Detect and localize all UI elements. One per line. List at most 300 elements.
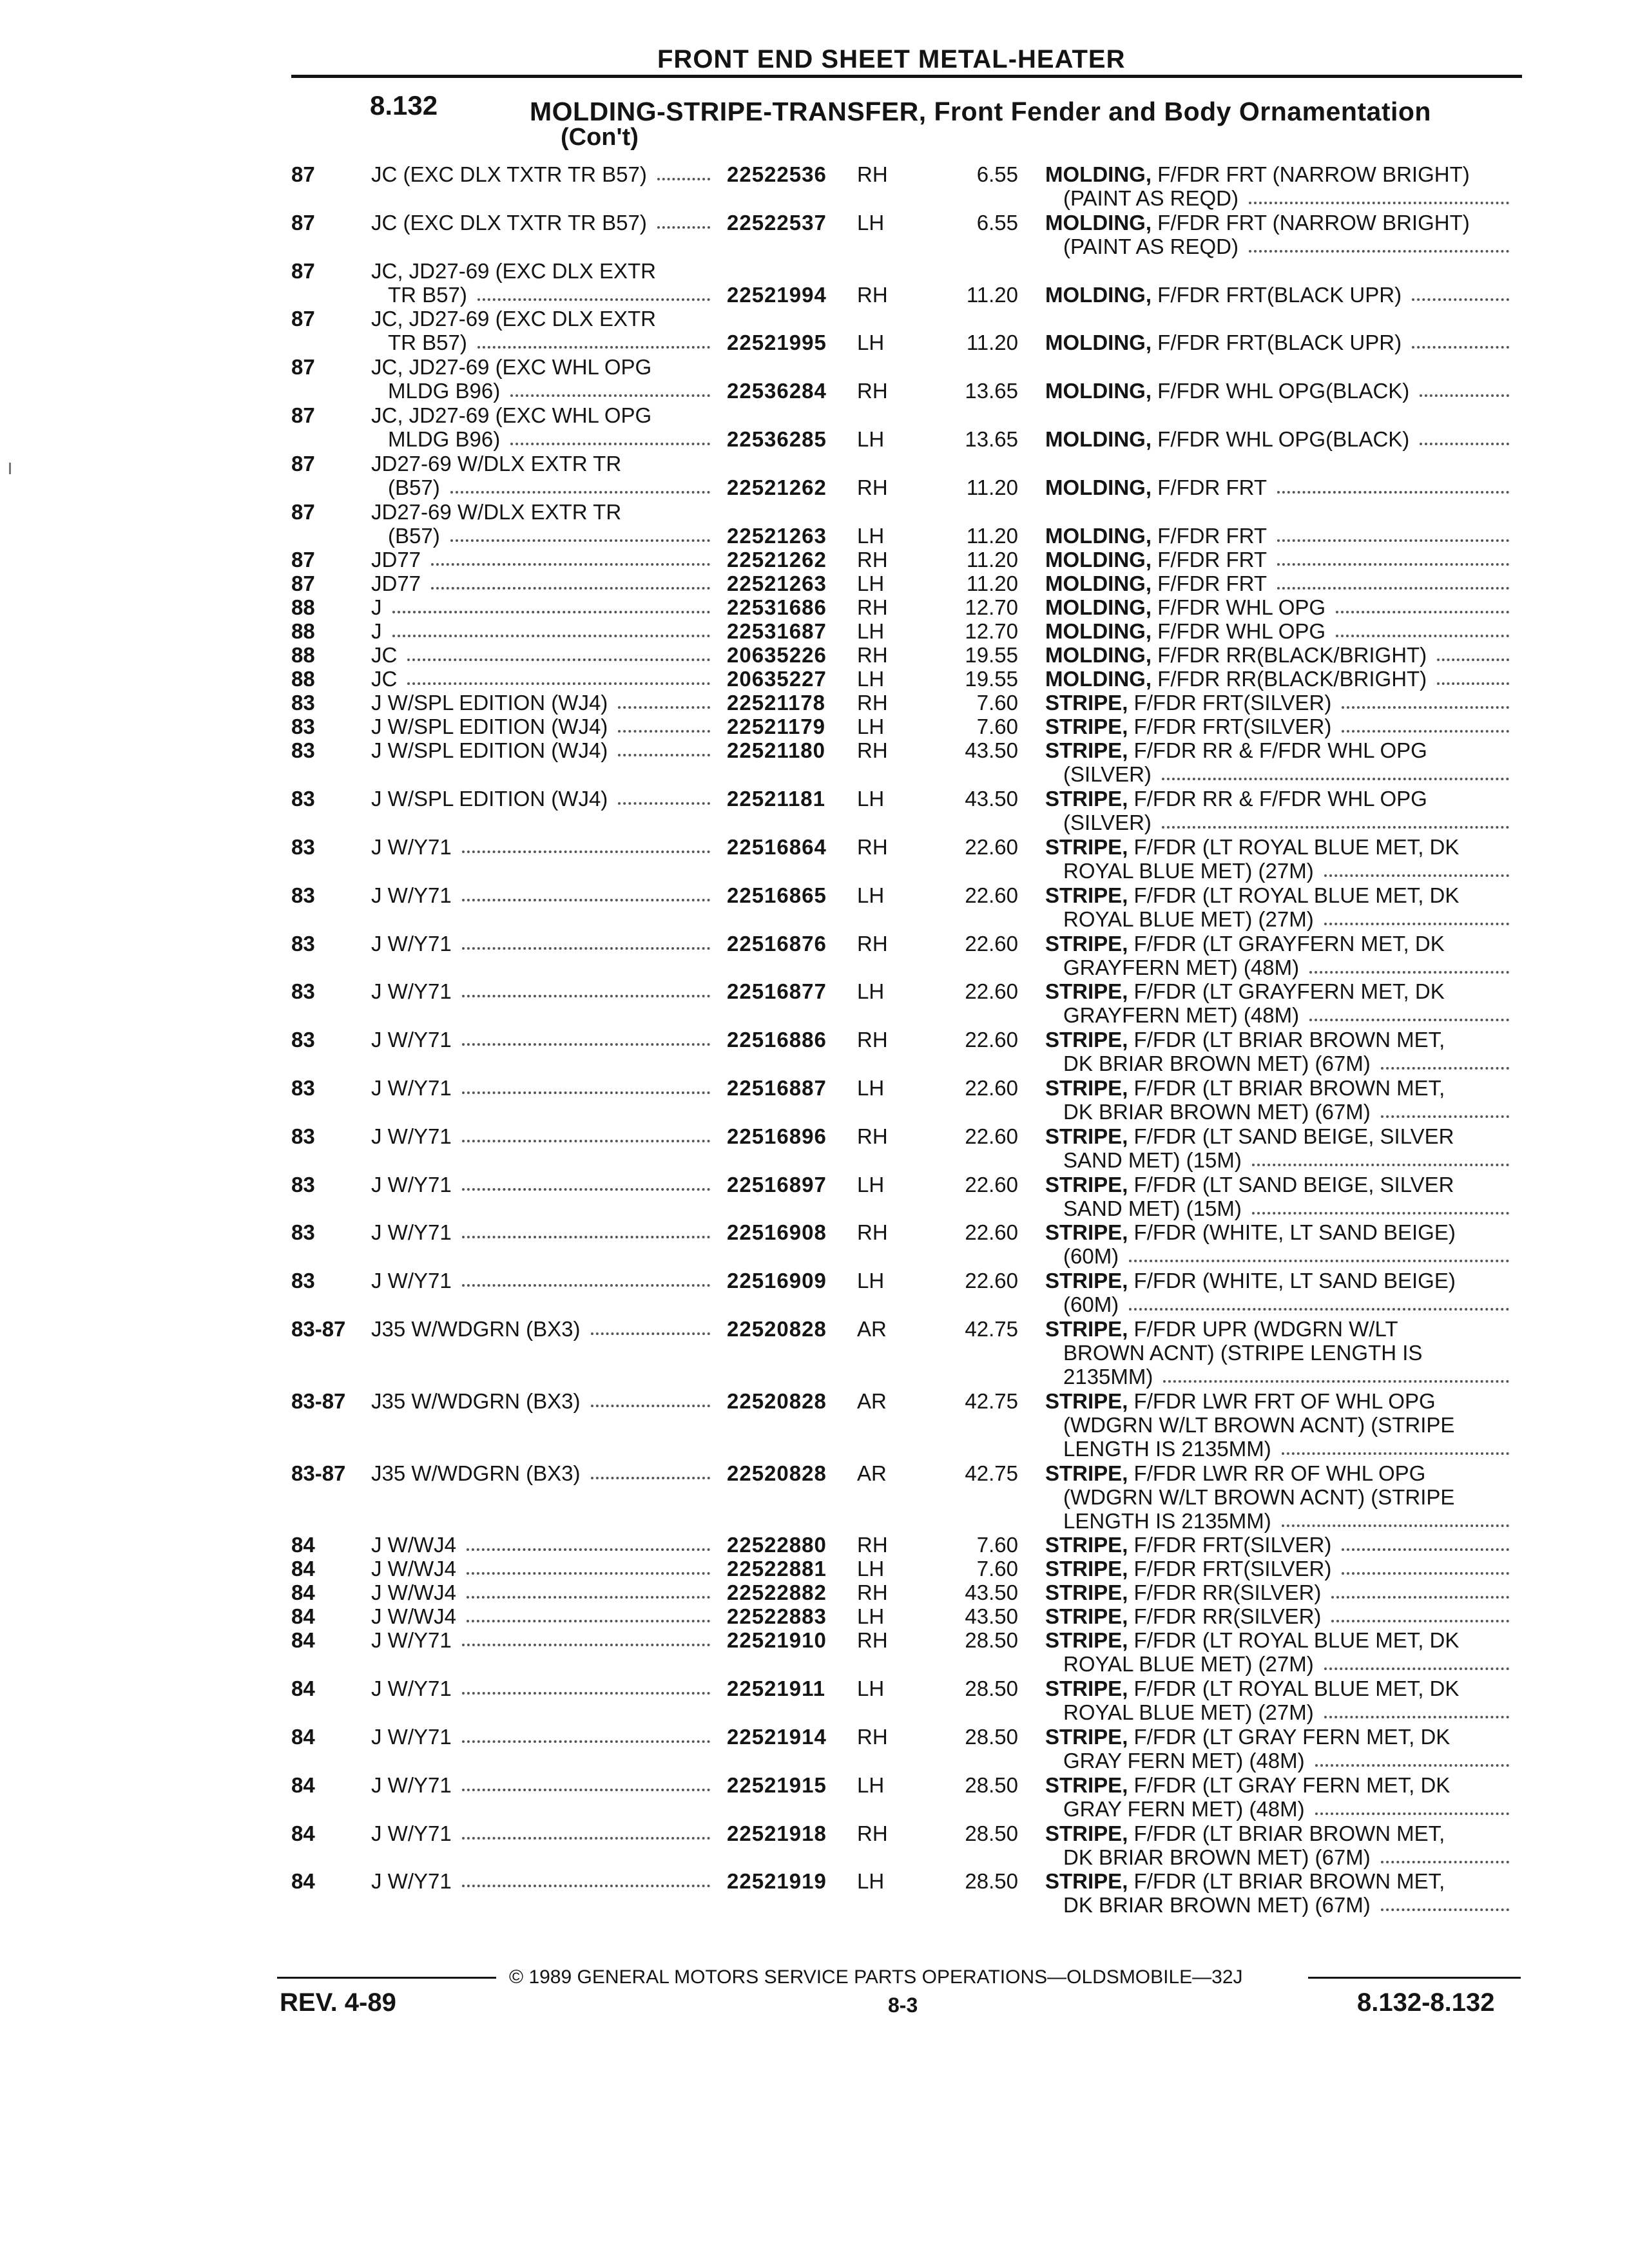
part-name: STRIPE, — [1045, 1604, 1128, 1628]
description-line — [1045, 1076, 1509, 1100]
description-line — [1045, 1677, 1509, 1700]
price: 11.20 — [966, 524, 1018, 548]
part-number: 22521179 — [727, 715, 826, 738]
price: 43.50 — [965, 738, 1018, 762]
page-header-title: FRONT END SHEET METAL-HEATER — [657, 45, 1126, 73]
side: RH — [857, 476, 888, 499]
description-line — [1045, 1845, 1509, 1869]
part-name: MOLDING, — [1045, 572, 1152, 595]
footer-copyright: © 1989 GENERAL MOTORS SERVICE PARTS OPERATIONS—OLDSMOBILE—32J — [509, 1966, 1243, 1988]
description-line — [1045, 1652, 1509, 1676]
description-line — [1045, 1244, 1509, 1268]
series-line — [371, 500, 713, 524]
description-text: (60M) — [1063, 1293, 1119, 1316]
price: 28.50 — [965, 1725, 1018, 1749]
description-text: DK BRIAR BROWN MET) (67M) — [1063, 1100, 1371, 1124]
header-rule — [291, 75, 1522, 78]
series-description — [371, 1821, 713, 1845]
description-text: F/FDR FRT(BLACK UPR) — [1157, 331, 1402, 354]
description-line — [1045, 1725, 1509, 1749]
price: 43.50 — [965, 1604, 1018, 1628]
part-name: STRIPE, — [1045, 1725, 1128, 1749]
description-line — [1045, 1509, 1509, 1533]
series-line — [371, 932, 713, 956]
part-number: 22522883 — [727, 1604, 827, 1628]
model-year: 84 — [291, 1581, 315, 1604]
series-line — [371, 379, 713, 403]
description-text: ROYAL BLUE MET) (27M) — [1063, 859, 1314, 883]
series-description — [371, 883, 713, 907]
model-year: 83 — [291, 1173, 315, 1196]
part-number: 22521995 — [727, 331, 827, 354]
series-text: J W/Y71 — [371, 932, 452, 956]
description-line — [1045, 932, 1509, 956]
price: 42.75 — [965, 1461, 1018, 1485]
part-name: MOLDING, — [1045, 331, 1152, 354]
part-number: 22516897 — [727, 1173, 827, 1196]
description-line — [1045, 283, 1509, 307]
part-description — [1045, 835, 1509, 883]
price: 11.20 — [966, 476, 1018, 499]
series-text: J W/Y71 — [371, 979, 452, 1003]
price: 28.50 — [965, 1628, 1018, 1652]
description-text: SAND MET) (15M) — [1063, 1148, 1242, 1172]
series-description — [371, 1461, 713, 1485]
description-text: F/FDR WHL OPG(BLACK) — [1157, 379, 1410, 403]
part-number: 22536285 — [727, 427, 827, 451]
model-year: 84 — [291, 1533, 315, 1557]
description-line — [1045, 738, 1509, 762]
series-text: J — [371, 595, 382, 619]
series-description — [371, 619, 713, 643]
series-description — [371, 738, 713, 762]
model-year: 87 — [291, 307, 315, 331]
description-line — [1045, 1317, 1509, 1341]
description-line — [1045, 1485, 1509, 1509]
description-text: F/FDR FRT(SILVER) — [1133, 691, 1332, 715]
description-line — [1045, 235, 1509, 258]
series-description — [371, 1076, 713, 1100]
description-line — [1045, 1365, 1509, 1389]
part-description — [1045, 548, 1509, 572]
description-text: LENGTH IS 2135MM) — [1063, 1509, 1271, 1533]
side: RH — [857, 835, 888, 859]
part-name: STRIPE, — [1045, 1821, 1128, 1845]
series-line — [371, 738, 713, 762]
model-year: 83 — [291, 932, 315, 956]
description-text: ROYAL BLUE MET) (27M) — [1063, 907, 1314, 931]
description-text: F/FDR FRT — [1157, 572, 1268, 595]
part-description — [1045, 379, 1509, 403]
model-year: 84 — [291, 1869, 315, 1893]
price: 13.65 — [965, 427, 1018, 451]
description-text: (SILVER) — [1063, 811, 1152, 834]
part-description — [1045, 1581, 1509, 1604]
part-number: 22516877 — [727, 979, 827, 1003]
series-line — [371, 1269, 713, 1293]
series-description — [371, 643, 713, 667]
part-name: MOLDING, — [1045, 427, 1152, 451]
description-text: DK BRIAR BROWN MET) (67M) — [1063, 1893, 1371, 1917]
footer-revision: REV. 4-89 — [280, 1988, 396, 2017]
model-year: 87 — [291, 452, 315, 476]
part-name: STRIPE, — [1045, 691, 1128, 715]
series-description — [371, 595, 713, 619]
description-text: F/FDR WHL OPG — [1157, 619, 1326, 643]
price: 11.20 — [966, 572, 1018, 595]
side: LH — [857, 211, 885, 235]
side: LH — [857, 1269, 885, 1293]
side: RH — [857, 1124, 888, 1148]
price: 22.60 — [965, 1076, 1018, 1100]
series-line — [371, 1869, 713, 1893]
series-line — [371, 691, 713, 715]
part-name: MOLDING, — [1045, 283, 1152, 307]
price: 7.60 — [976, 715, 1018, 738]
description-text: DK BRIAR BROWN MET) (67M) — [1063, 1845, 1371, 1869]
price: 43.50 — [965, 787, 1018, 811]
series-line — [371, 211, 713, 235]
description-line — [1045, 1148, 1509, 1172]
description-text: F/FDR RR & F/FDR WHL OPG — [1133, 787, 1427, 811]
description-line — [1045, 1413, 1509, 1437]
part-description — [1045, 1461, 1509, 1533]
part-name: STRIPE, — [1045, 1173, 1128, 1196]
side: LH — [857, 331, 885, 354]
series-description — [371, 403, 713, 451]
description-text: F/FDR LWR RR OF WHL OPG — [1133, 1461, 1426, 1485]
description-line — [1045, 186, 1509, 210]
description-text: F/FDR (LT GRAYFERN MET, DK — [1133, 932, 1445, 956]
part-description — [1045, 1725, 1509, 1773]
series-line — [371, 572, 713, 595]
part-description — [1045, 1076, 1509, 1124]
series-description — [371, 1317, 713, 1341]
series-description — [371, 500, 713, 548]
series-text: JC, JD27-69 (EXC DLX EXTR — [371, 307, 656, 331]
side: RH — [857, 283, 888, 307]
series-line — [371, 619, 713, 643]
series-description — [371, 1677, 713, 1700]
part-description — [1045, 572, 1509, 595]
part-number: 22522882 — [727, 1581, 827, 1604]
series-description — [371, 1269, 713, 1293]
part-name: STRIPE, — [1045, 1389, 1128, 1413]
series-text: JC — [371, 667, 398, 691]
series-description — [371, 1869, 713, 1893]
part-number: 22516886 — [727, 1028, 827, 1052]
description-line — [1045, 1173, 1509, 1196]
series-text: J W/Y71 — [371, 1869, 452, 1893]
part-number: 22522536 — [727, 162, 827, 186]
series-line — [371, 1220, 713, 1244]
side: LH — [857, 1604, 885, 1628]
series-line — [371, 1124, 713, 1148]
series-line — [371, 979, 713, 1003]
price: 28.50 — [965, 1677, 1018, 1700]
series-text: (B57) — [388, 476, 440, 499]
description-line — [1045, 1269, 1509, 1293]
model-year: 83-87 — [291, 1389, 346, 1413]
model-year: 83 — [291, 1028, 315, 1052]
series-line — [371, 427, 713, 451]
price: 22.60 — [965, 1124, 1018, 1148]
part-number: 22536284 — [727, 379, 827, 403]
description-text: F/FDR FRT(SILVER) — [1133, 1557, 1332, 1581]
side: LH — [857, 1869, 885, 1893]
part-description — [1045, 1220, 1509, 1268]
series-line — [371, 1677, 713, 1700]
description-text: F/FDR (WHITE, LT SAND BEIGE) — [1133, 1220, 1456, 1244]
description-line — [1045, 1821, 1509, 1845]
description-text: F/FDR (LT ROYAL BLUE MET, DK — [1133, 883, 1460, 907]
description-line — [1045, 715, 1509, 738]
part-name: STRIPE, — [1045, 1269, 1128, 1293]
model-year: 87 — [291, 211, 315, 235]
model-year: 88 — [291, 619, 315, 643]
part-name: STRIPE, — [1045, 787, 1128, 811]
model-year: 87 — [291, 355, 315, 379]
part-number: 22516887 — [727, 1076, 827, 1100]
description-line — [1045, 859, 1509, 883]
series-description — [371, 307, 713, 354]
series-description — [371, 787, 713, 811]
description-line — [1045, 1773, 1509, 1797]
part-description — [1045, 1821, 1509, 1869]
series-line — [371, 1028, 713, 1052]
part-name: MOLDING, — [1045, 667, 1152, 691]
part-name: STRIPE, — [1045, 1557, 1128, 1581]
part-description — [1045, 162, 1509, 210]
description-line — [1045, 211, 1509, 235]
series-text: TR B57) — [388, 283, 467, 307]
description-line — [1045, 811, 1509, 834]
price: 22.60 — [965, 1173, 1018, 1196]
series-line — [371, 787, 713, 811]
part-number: 22521263 — [727, 524, 827, 548]
part-number: 22516908 — [727, 1220, 827, 1244]
series-description — [371, 691, 713, 715]
model-year: 84 — [291, 1725, 315, 1749]
description-line — [1045, 1557, 1509, 1581]
part-number: 22521919 — [727, 1869, 827, 1893]
part-description — [1045, 715, 1509, 738]
part-description — [1045, 211, 1509, 258]
series-text: J W/Y71 — [371, 1076, 452, 1100]
description-line — [1045, 524, 1509, 548]
price: 22.60 — [965, 883, 1018, 907]
series-description — [371, 259, 713, 307]
model-year: 83 — [291, 1076, 315, 1100]
description-text: F/FDR (LT BRIAR BROWN MET, — [1133, 1028, 1445, 1052]
series-line — [371, 883, 713, 907]
part-name: MOLDING, — [1045, 643, 1152, 667]
part-number: 22516876 — [727, 932, 827, 956]
description-text: F/FDR (LT ROYAL BLUE MET, DK — [1133, 1677, 1460, 1700]
model-year: 87 — [291, 162, 315, 186]
series-description — [371, 1773, 713, 1797]
description-line — [1045, 835, 1509, 859]
description-text: ROYAL BLUE MET) (27M) — [1063, 1652, 1314, 1676]
description-line — [1045, 667, 1509, 691]
description-line — [1045, 1220, 1509, 1244]
series-line — [371, 548, 713, 572]
price: 28.50 — [965, 1821, 1018, 1845]
series-text: J W/WJ4 — [371, 1557, 456, 1581]
scan-mark — [9, 463, 11, 474]
description-text: F/FDR FRT — [1157, 548, 1268, 572]
series-text: J35 W/WDGRN (BX3) — [371, 1461, 581, 1485]
part-description — [1045, 524, 1509, 548]
description-line — [1045, 1581, 1509, 1604]
price: 22.60 — [965, 1269, 1018, 1293]
footer-page-number: 8-3 — [888, 1994, 918, 2017]
description-text: F/FDR WHL OPG — [1157, 595, 1326, 619]
series-description — [371, 835, 713, 859]
series-text: MLDG B96) — [388, 379, 501, 403]
description-line — [1045, 1700, 1509, 1724]
part-name: STRIPE, — [1045, 1076, 1128, 1100]
description-line — [1045, 691, 1509, 715]
part-description — [1045, 1269, 1509, 1316]
description-text: DK BRIAR BROWN MET) (67M) — [1063, 1052, 1371, 1075]
part-number: 22521918 — [727, 1821, 827, 1845]
series-line — [371, 403, 713, 427]
series-line — [371, 595, 713, 619]
series-description — [371, 1533, 713, 1557]
part-description — [1045, 595, 1509, 619]
part-number: 22516909 — [727, 1269, 827, 1293]
description-line — [1045, 162, 1509, 186]
description-line — [1045, 1052, 1509, 1075]
description-line — [1045, 907, 1509, 931]
description-text: SAND MET) (15M) — [1063, 1196, 1242, 1220]
series-line — [371, 162, 713, 186]
section-number: 8.132 — [370, 90, 438, 120]
part-description — [1045, 1028, 1509, 1075]
series-text: J W/Y71 — [371, 1269, 452, 1293]
part-number: 22521994 — [727, 283, 827, 307]
description-text: F/FDR (LT GRAYFERN MET, DK — [1133, 979, 1445, 1003]
model-year: 87 — [291, 548, 315, 572]
description-text: (60M) — [1063, 1244, 1119, 1268]
part-number: 22522880 — [727, 1533, 827, 1557]
side: RH — [857, 932, 888, 956]
description-text: F/FDR RR & F/FDR WHL OPG — [1133, 738, 1427, 762]
model-year: 84 — [291, 1821, 315, 1845]
description-line — [1045, 883, 1509, 907]
part-number: 22522881 — [727, 1557, 827, 1581]
series-text: J35 W/WDGRN (BX3) — [371, 1389, 581, 1413]
side: RH — [857, 1725, 888, 1749]
price: 43.50 — [965, 1581, 1018, 1604]
part-name: STRIPE, — [1045, 883, 1128, 907]
description-text: GRAYFERN MET) (48M) — [1063, 956, 1300, 979]
series-text: J W/SPL EDITION (WJ4) — [371, 715, 608, 738]
part-name: STRIPE, — [1045, 1533, 1128, 1557]
footer-rule-left — [277, 1977, 496, 1979]
series-text: J W/Y71 — [371, 1821, 452, 1845]
series-line — [371, 1389, 713, 1413]
side: RH — [857, 1028, 888, 1052]
description-line — [1045, 548, 1509, 572]
series-description — [371, 1725, 713, 1749]
part-name: MOLDING, — [1045, 476, 1152, 499]
series-text: J W/Y71 — [371, 1725, 452, 1749]
series-text: J W/WJ4 — [371, 1581, 456, 1604]
model-year: 84 — [291, 1677, 315, 1700]
price: 22.60 — [965, 979, 1018, 1003]
description-text: F/FDR FRT — [1157, 524, 1268, 548]
series-text: (B57) — [388, 524, 440, 548]
series-line — [371, 452, 713, 476]
description-text: F/FDR WHL OPG(BLACK) — [1157, 427, 1410, 451]
series-description — [371, 548, 713, 572]
series-description — [371, 1028, 713, 1052]
description-line — [1045, 595, 1509, 619]
part-name: MOLDING, — [1045, 619, 1152, 643]
model-year: 87 — [291, 403, 315, 427]
series-text: J W/Y71 — [371, 883, 452, 907]
price: 12.70 — [965, 619, 1018, 643]
series-text: TR B57) — [388, 331, 467, 354]
part-number: 22516865 — [727, 883, 827, 907]
part-name: STRIPE, — [1045, 932, 1128, 956]
part-description — [1045, 476, 1509, 499]
part-number: 22521178 — [727, 691, 826, 715]
price: 28.50 — [965, 1869, 1018, 1893]
part-description — [1045, 427, 1509, 451]
series-description — [371, 1581, 713, 1604]
part-name: STRIPE, — [1045, 835, 1128, 859]
side: LH — [857, 1677, 885, 1700]
series-text: JC — [371, 643, 398, 667]
description-text: F/FDR RR(BLACK/BRIGHT) — [1157, 643, 1427, 667]
side: LH — [857, 979, 885, 1003]
price: 12.70 — [965, 595, 1018, 619]
series-text: JC, JD27-69 (EXC WHL OPG — [371, 355, 652, 379]
description-text: GRAY FERN MET) (48M) — [1063, 1749, 1305, 1773]
part-description — [1045, 1317, 1509, 1389]
side: RH — [857, 738, 888, 762]
part-description — [1045, 619, 1509, 643]
description-line — [1045, 619, 1509, 643]
description-line — [1045, 476, 1509, 499]
description-line — [1045, 1124, 1509, 1148]
series-line — [371, 1628, 713, 1652]
series-text: JC, JD27-69 (EXC WHL OPG — [371, 403, 652, 427]
series-text: J W/Y71 — [371, 835, 452, 859]
side: RH — [857, 162, 888, 186]
description-text: F/FDR (LT SAND BEIGE, SILVER — [1133, 1124, 1454, 1148]
description-text: F/FDR RR(SILVER) — [1133, 1581, 1322, 1604]
price: 22.60 — [965, 1028, 1018, 1052]
part-description — [1045, 932, 1509, 979]
series-description — [371, 1124, 713, 1148]
series-text: J W/Y71 — [371, 1220, 452, 1244]
series-line — [371, 1317, 713, 1341]
description-text: F/FDR (LT BRIAR BROWN MET, — [1133, 1821, 1445, 1845]
series-description — [371, 979, 713, 1003]
part-number: 22516896 — [727, 1124, 827, 1148]
description-text: (PAINT AS REQD) — [1063, 235, 1239, 258]
part-number: 22531686 — [727, 595, 827, 619]
description-text: F/FDR (LT SAND BEIGE, SILVER — [1133, 1173, 1454, 1196]
price: 11.20 — [966, 283, 1018, 307]
description-text: GRAYFERN MET) (48M) — [1063, 1003, 1300, 1027]
description-line — [1045, 1003, 1509, 1027]
side: RH — [857, 1533, 888, 1557]
